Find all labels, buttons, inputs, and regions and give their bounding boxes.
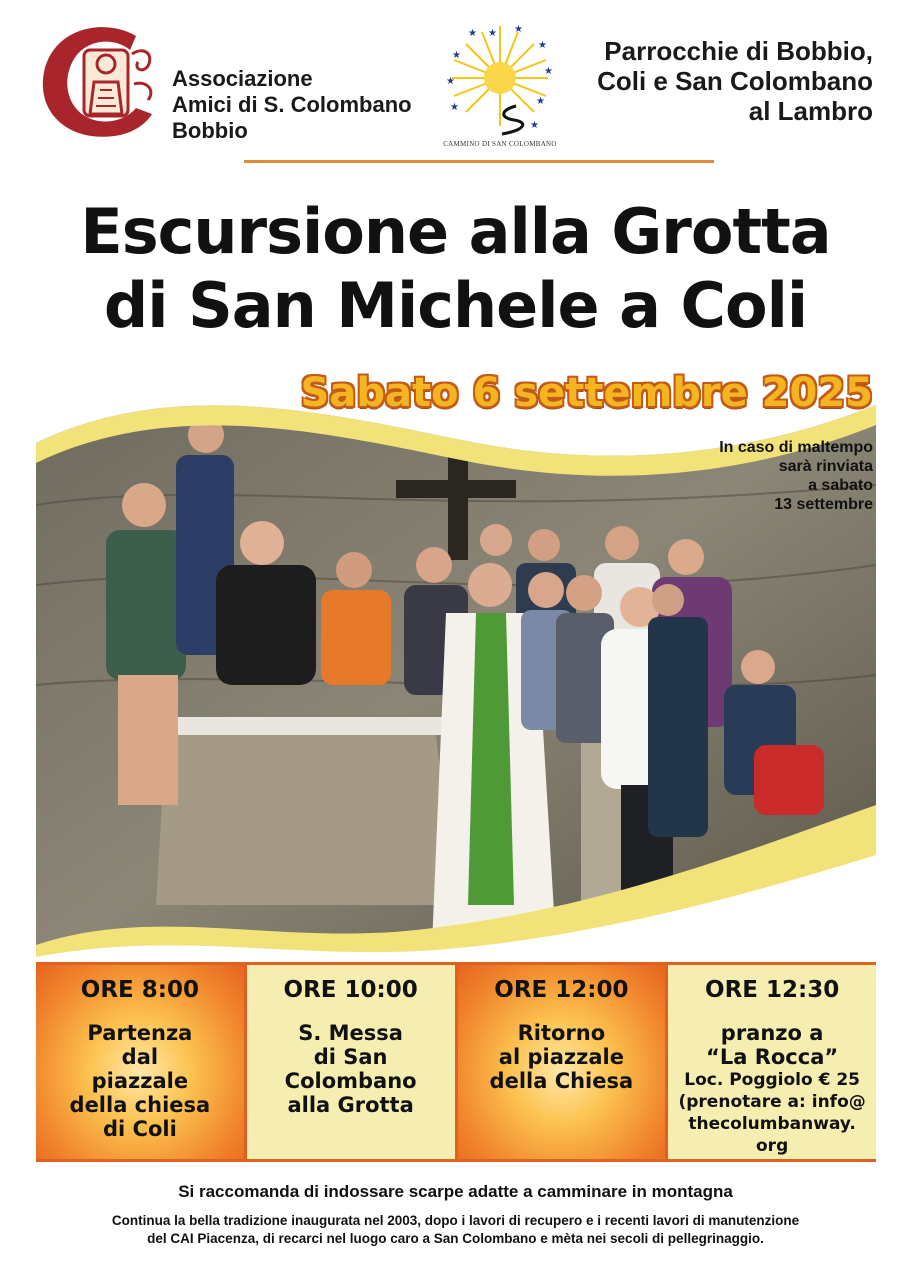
svg-text:★: ★	[514, 24, 523, 35]
svg-text:★: ★	[468, 28, 477, 39]
schedule-line: Ritorno	[517, 1021, 606, 1045]
schedule-description	[247, 1021, 455, 1117]
schedule-time: ORE 10:00	[283, 977, 418, 1003]
title-line-1: Escursione alla Grotta	[80, 195, 831, 268]
schedule-line: della Chiesa	[489, 1069, 634, 1093]
schedule-line: pranzo a	[720, 1021, 824, 1045]
rain-note-line-1: In caso di maltempo	[719, 439, 873, 456]
association-line-1: Associazione	[172, 66, 313, 91]
schedule-line: piazzale	[91, 1069, 189, 1093]
rain-note-line-3: a sabato	[808, 477, 873, 494]
schedule-line: dal	[121, 1045, 159, 1069]
svg-text:★: ★	[488, 28, 497, 39]
event-date: Sabato 6 settembre 2025	[300, 370, 873, 416]
schedule-line: alla Grotta	[287, 1093, 414, 1117]
schedule-description	[668, 1021, 876, 1069]
parishes-line-2: Coli e San Colombano	[597, 66, 873, 96]
schedule-line: “La Rocca”	[706, 1045, 839, 1069]
schedule-line: al piazzale	[498, 1045, 624, 1069]
schedule-item	[458, 965, 669, 1159]
footer-line-2: del CAI Piacenza, di recarci nel luogo caro a San Colombano e mèta nei secoli di pellegrinaggio.	[147, 1231, 764, 1246]
svg-text:★: ★	[446, 76, 455, 87]
svg-text:★: ★	[530, 120, 539, 131]
schedule-item	[36, 965, 247, 1159]
title-line-2: di San Michele a Coli	[103, 269, 808, 342]
schedule-item	[247, 965, 458, 1159]
svg-text:★: ★	[538, 40, 547, 51]
association-logo	[36, 24, 160, 142]
schedule-description	[36, 1021, 244, 1141]
schedule-detail-line: org	[756, 1136, 789, 1156]
schedule-time: ORE 12:00	[494, 977, 629, 1003]
svg-text:★: ★	[536, 96, 545, 107]
svg-text:★: ★	[450, 102, 459, 113]
recommendation: Si raccomanda di indossare scarpe adatte a camminare in montagna	[178, 1182, 733, 1201]
rain-note-line-4: 13 settembre	[774, 496, 873, 513]
schedule-line: Partenza	[87, 1021, 193, 1045]
header-divider	[244, 160, 714, 163]
schedule-detail-line: Loc. Poggiolo € 25	[684, 1070, 861, 1090]
schedule-time: ORE 8:00	[80, 977, 199, 1003]
cammino-caption: CAMMINO DI SAN COLOMBANO	[443, 140, 557, 148]
parishes-line-1: Parrocchie di Bobbio,	[604, 36, 873, 66]
rain-note-line-2: sarà rinviata	[778, 458, 873, 475]
schedule-item	[668, 965, 876, 1159]
parishes-line-3: al Lambro	[748, 96, 873, 126]
schedule-description	[458, 1021, 666, 1093]
schedule-line: di San	[313, 1045, 388, 1069]
association-line-2: Amici di S. Colombano	[172, 92, 412, 117]
schedule-line: S. Messa	[298, 1021, 403, 1045]
schedule-detail-line: thecolumbanway.	[688, 1114, 856, 1134]
schedule-line: Colombano	[284, 1069, 417, 1093]
page-title	[0, 195, 911, 343]
footer-text	[40, 1212, 871, 1248]
schedule-time: ORE 12:30	[705, 977, 840, 1003]
association-name	[172, 66, 412, 144]
schedule-detail-line: (prenotare a: info@	[678, 1092, 866, 1112]
parishes-name	[597, 36, 873, 126]
footer-line-1: Continua la bella tradizione inaugurata nel 2003, dopo i lavori di recupero e i recenti lavori di manutenzione	[111, 1213, 800, 1228]
association-line-3: Bobbio	[172, 118, 248, 143]
cammino-logo	[440, 18, 560, 153]
svg-text:★: ★	[544, 66, 553, 77]
schedule-details	[668, 1069, 876, 1157]
rain-note	[719, 438, 873, 514]
schedule-line: di Coli	[102, 1117, 177, 1141]
schedule-table	[36, 962, 876, 1162]
schedule-line: della chiesa	[69, 1093, 211, 1117]
svg-text:★: ★	[452, 50, 461, 61]
